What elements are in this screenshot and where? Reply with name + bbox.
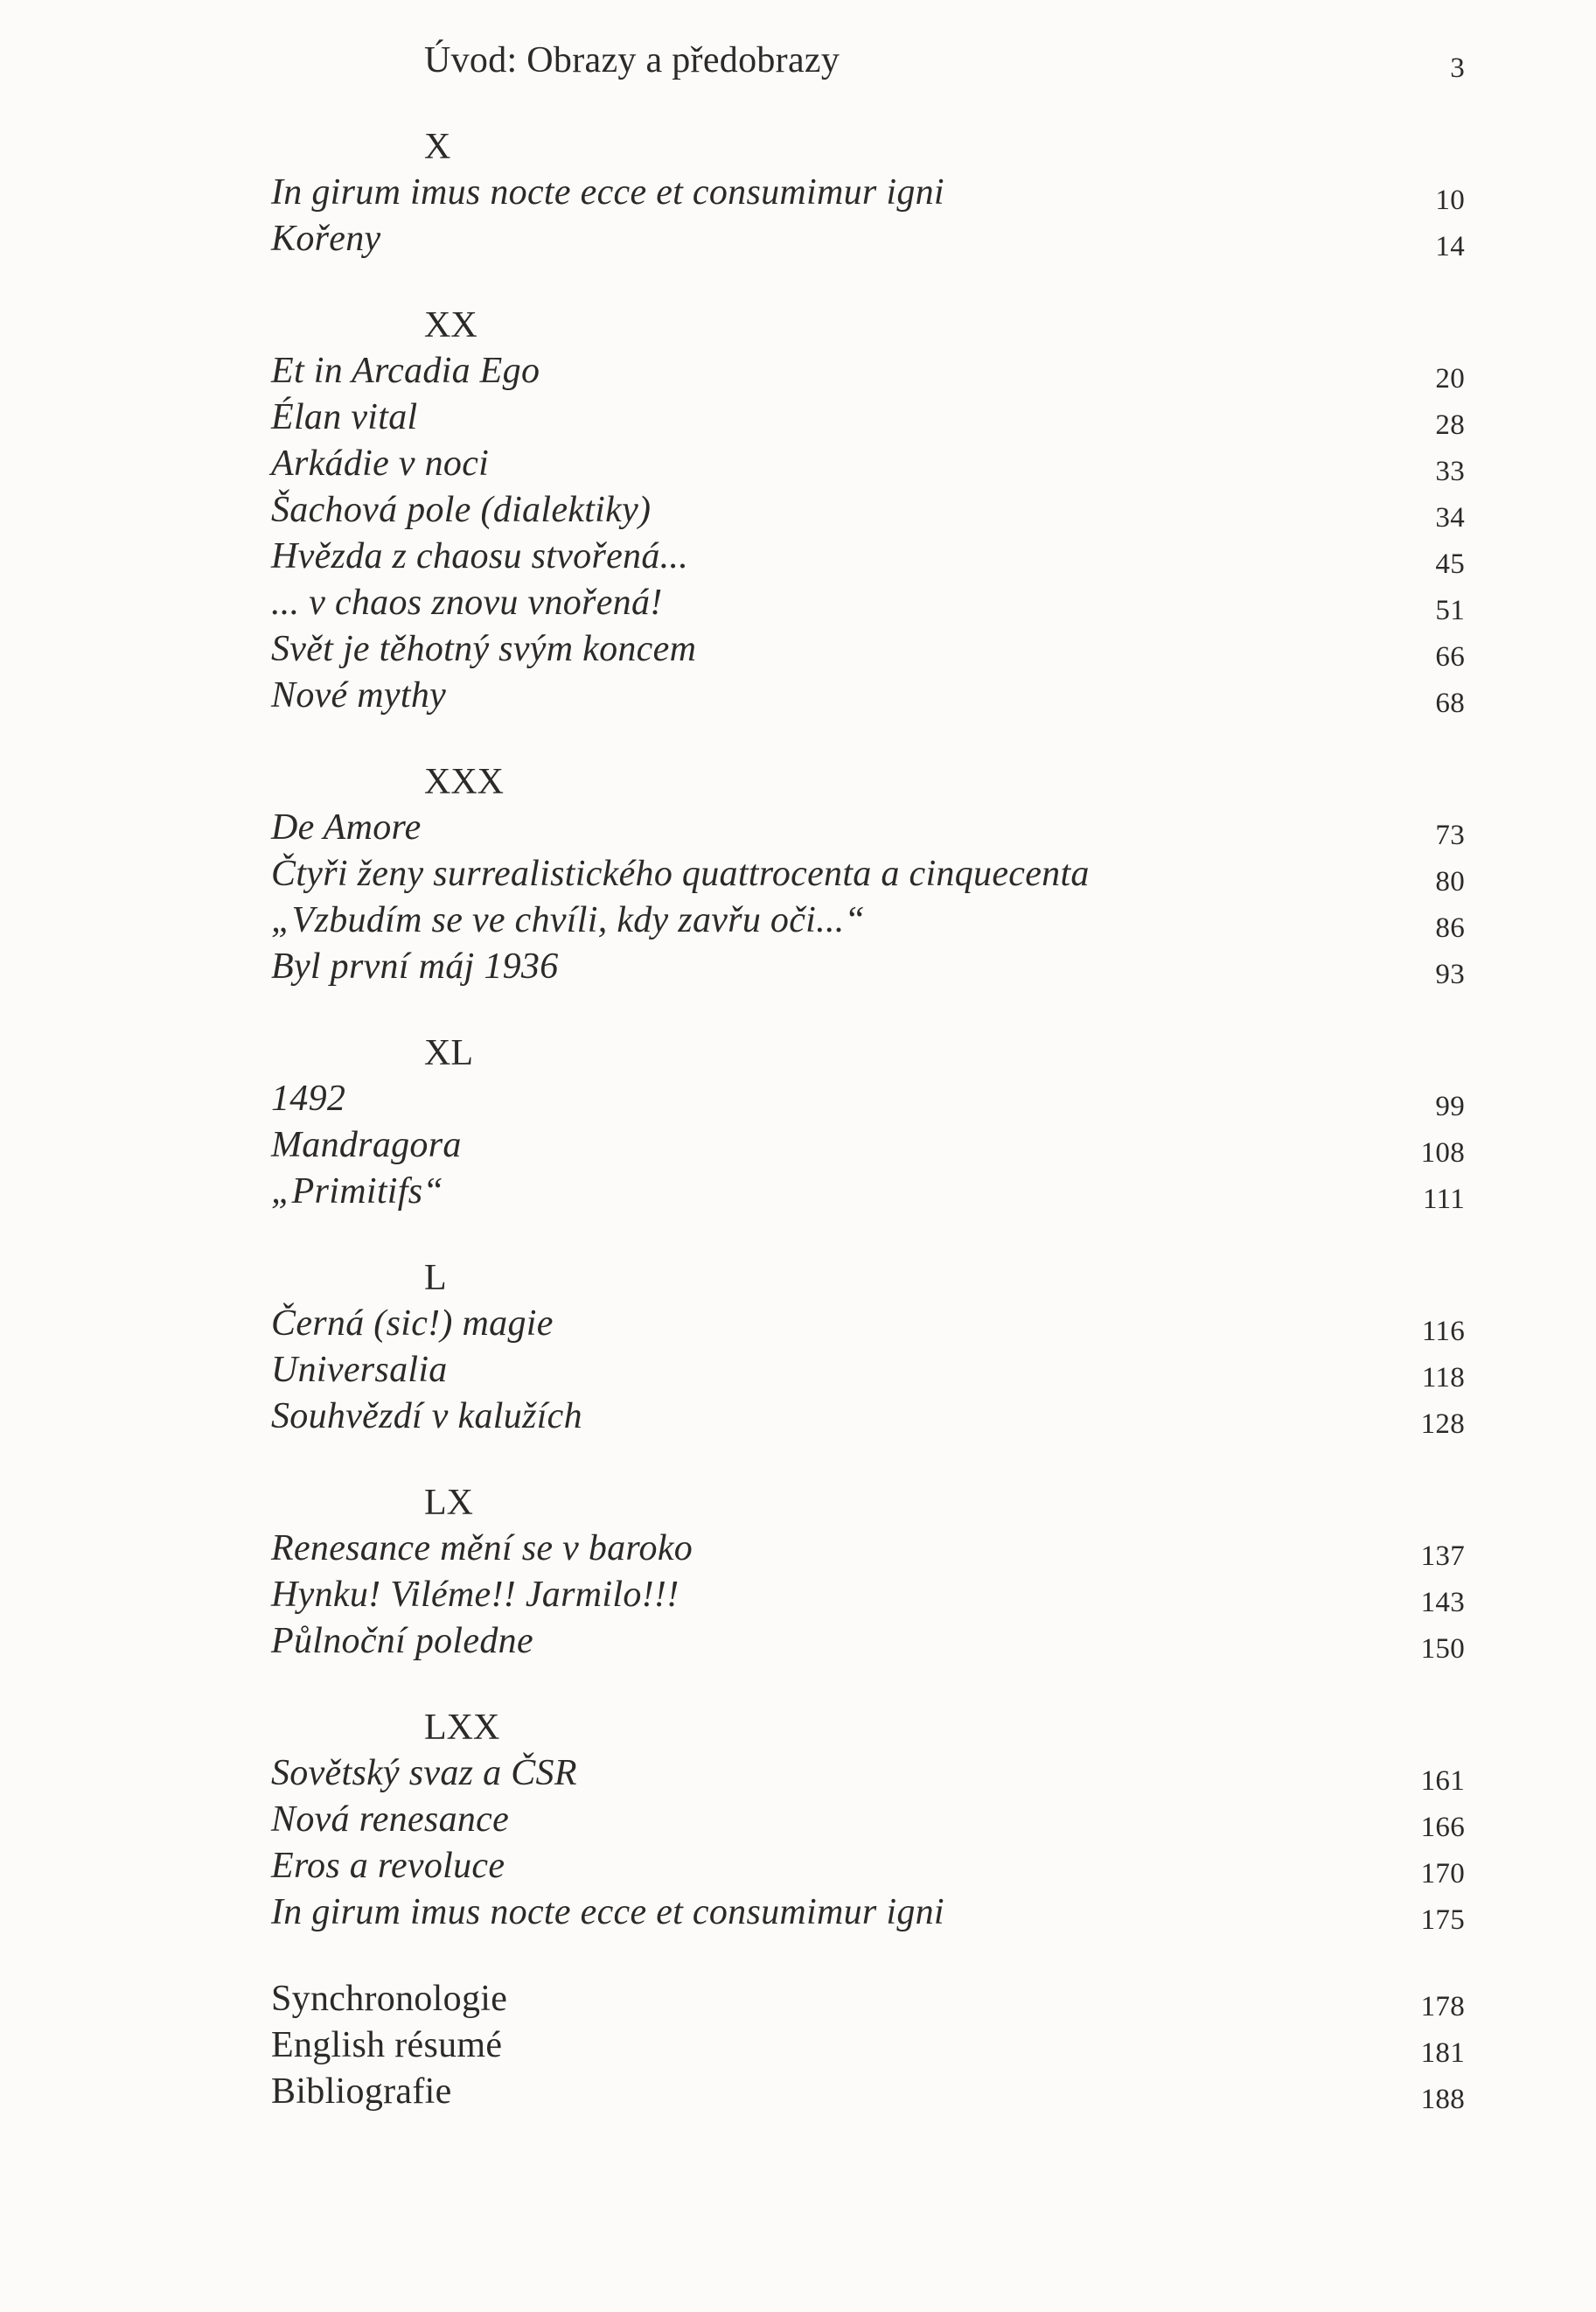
toc-entry-title: Arkádie v noci xyxy=(271,444,490,484)
toc-page-number: 20 xyxy=(1435,363,1465,395)
toc-entry-title: Nová renesance xyxy=(271,1799,510,1840)
toc-entry-title: English résumé xyxy=(271,2025,503,2065)
toc-entry xyxy=(271,171,1465,217)
section-heading: LXX xyxy=(424,1708,500,1748)
toc-entry xyxy=(271,945,1465,991)
toc-entry-title: De Amore xyxy=(271,807,422,848)
toc-entry-title: Úvod: Obrazy a předobrazy xyxy=(424,40,840,80)
toc-page-number: 137 xyxy=(1420,1540,1465,1572)
toc-entry xyxy=(271,627,1465,674)
toc-page-number: 33 xyxy=(1435,456,1465,487)
toc-section xyxy=(271,760,1465,991)
toc-entry-title: Mandragora xyxy=(271,1125,462,1165)
toc-page-number: 93 xyxy=(1435,959,1465,990)
toc-entry-title: Hynku! Viléme!! Jarmilo!!! xyxy=(271,1575,680,1615)
toc-entry-title: Kořeny xyxy=(271,219,381,259)
toc-entry-title: Byl první máj 1936 xyxy=(271,946,559,987)
toc-entry-title: Nové mythy xyxy=(271,675,447,716)
toc-page-number: 118 xyxy=(1421,1362,1465,1393)
toc-entry-title: Eros a revoluce xyxy=(271,1846,505,1886)
toc-entry xyxy=(271,1798,1465,1844)
toc-entry xyxy=(271,1844,1465,1890)
toc-entry xyxy=(271,1890,1465,1937)
toc-page-number: 86 xyxy=(1435,912,1465,944)
toc-intro-entry xyxy=(271,38,1465,85)
toc-back-matter xyxy=(271,1977,1465,2116)
toc-entry xyxy=(271,1170,1465,1216)
toc-entry-title: In girum imus nocte ecce et consumimur igni xyxy=(271,172,944,213)
toc-entry-title: Élan vital xyxy=(271,397,418,437)
toc-entry xyxy=(271,581,1465,627)
toc-entry-title: „Primitifs“ xyxy=(271,1171,444,1212)
toc-entry-title: Půlnoční poledne xyxy=(271,1621,533,1661)
toc-entry xyxy=(271,349,1465,395)
toc-entry xyxy=(271,898,1465,945)
toc-entry-title: „Vzbudím se ve chvíli, kdy zavřu oči...“ xyxy=(271,900,866,940)
toc-page-number: 10 xyxy=(1435,185,1465,216)
toc-entry xyxy=(271,1526,1465,1573)
toc-entry-title: Sovětský svaz a ČSR xyxy=(271,1753,577,1793)
toc-page-number: 175 xyxy=(1420,1904,1465,1936)
section-heading: XX xyxy=(424,305,477,346)
toc-entry xyxy=(271,1394,1465,1441)
toc-entry-title: Hvězda z chaosu stvořená... xyxy=(271,536,689,576)
toc-entry xyxy=(271,1348,1465,1394)
toc-section xyxy=(271,304,1465,720)
toc-sections xyxy=(271,125,1465,1937)
toc-page-number: 108 xyxy=(1420,1137,1465,1169)
toc-page-number: 116 xyxy=(1421,1316,1465,1347)
toc-entry-title: Šachová pole (dialektiky) xyxy=(271,490,652,530)
toc-section xyxy=(271,1481,1465,1666)
toc-entry-title: In girum imus nocte ecce et consumimur igni xyxy=(271,1892,944,1932)
toc-page-number: 73 xyxy=(1435,820,1465,851)
toc-page-number: 80 xyxy=(1435,866,1465,898)
toc-section xyxy=(271,1706,1465,1937)
toc-entry xyxy=(271,442,1465,488)
toc-entry xyxy=(271,674,1465,720)
toc-page-number: 181 xyxy=(1420,2037,1465,2069)
toc-page-number: 128 xyxy=(1420,1408,1465,1440)
toc-entry-title: Souhvězdí v kalužích xyxy=(271,1396,582,1436)
toc-entry xyxy=(271,1077,1465,1123)
toc-entry xyxy=(271,1302,1465,1348)
toc-entry xyxy=(271,1573,1465,1619)
toc-page-number: 111 xyxy=(1423,1184,1465,1215)
toc-page-number: 99 xyxy=(1435,1091,1465,1122)
toc-page-number: 34 xyxy=(1435,502,1465,534)
toc-page-number: 188 xyxy=(1420,2084,1465,2115)
toc-entry xyxy=(271,395,1465,442)
toc-entry-title: Čtyři ženy surrealistického quattrocenta a cinquecenta xyxy=(271,854,1090,894)
toc-page-number: 143 xyxy=(1420,1587,1465,1618)
section-heading: L xyxy=(424,1258,447,1298)
toc-entry-title: Černá (sic!) magie xyxy=(271,1303,554,1344)
toc-entry-title: Universalia xyxy=(271,1350,448,1390)
toc-page-number: 170 xyxy=(1420,1858,1465,1889)
section-heading: XL xyxy=(424,1033,473,1073)
toc-back-entry xyxy=(271,2070,1465,2116)
section-heading: LX xyxy=(424,1483,473,1523)
toc-page-number: 68 xyxy=(1435,688,1465,719)
toc-entry-title: Svět je těhotný svým koncem xyxy=(271,629,697,669)
section-heading: X xyxy=(424,127,451,167)
toc-page-number: 14 xyxy=(1435,231,1465,262)
toc-page-number: 51 xyxy=(1435,595,1465,626)
toc-entry-title: Synchronologie xyxy=(271,1979,508,2019)
toc-entry xyxy=(271,806,1465,852)
toc-section xyxy=(271,1256,1465,1441)
toc-entry xyxy=(271,1751,1465,1798)
toc-section xyxy=(271,1031,1465,1216)
toc-page-number: 45 xyxy=(1435,548,1465,580)
toc-page-number: 28 xyxy=(1435,409,1465,441)
toc-back-entry xyxy=(271,1977,1465,2023)
toc-page-number: 178 xyxy=(1420,1991,1465,2022)
toc-entry xyxy=(271,217,1465,263)
toc-entry xyxy=(271,1619,1465,1666)
toc-entry-title: Renesance mění se v baroko xyxy=(271,1528,693,1568)
toc-entry-title: 1492 xyxy=(271,1079,346,1119)
toc-page-number: 3 xyxy=(1450,52,1465,84)
toc-page-number: 161 xyxy=(1420,1765,1465,1797)
toc-entry-title: ... v chaos znovu vnořená! xyxy=(271,583,663,623)
toc-entry xyxy=(271,488,1465,534)
toc-entry-title: Bibliografie xyxy=(271,2071,452,2112)
section-heading: XXX xyxy=(424,762,504,802)
toc-entry-title: Et in Arcadia Ego xyxy=(271,351,540,391)
toc-page-number: 66 xyxy=(1435,641,1465,673)
toc-page-number: 166 xyxy=(1420,1812,1465,1843)
toc-entry xyxy=(271,1123,1465,1170)
toc-entry xyxy=(271,534,1465,581)
toc-back-entry xyxy=(271,2023,1465,2070)
toc-section xyxy=(271,125,1465,263)
toc-page-number: 150 xyxy=(1420,1633,1465,1665)
toc-entry xyxy=(271,852,1465,898)
